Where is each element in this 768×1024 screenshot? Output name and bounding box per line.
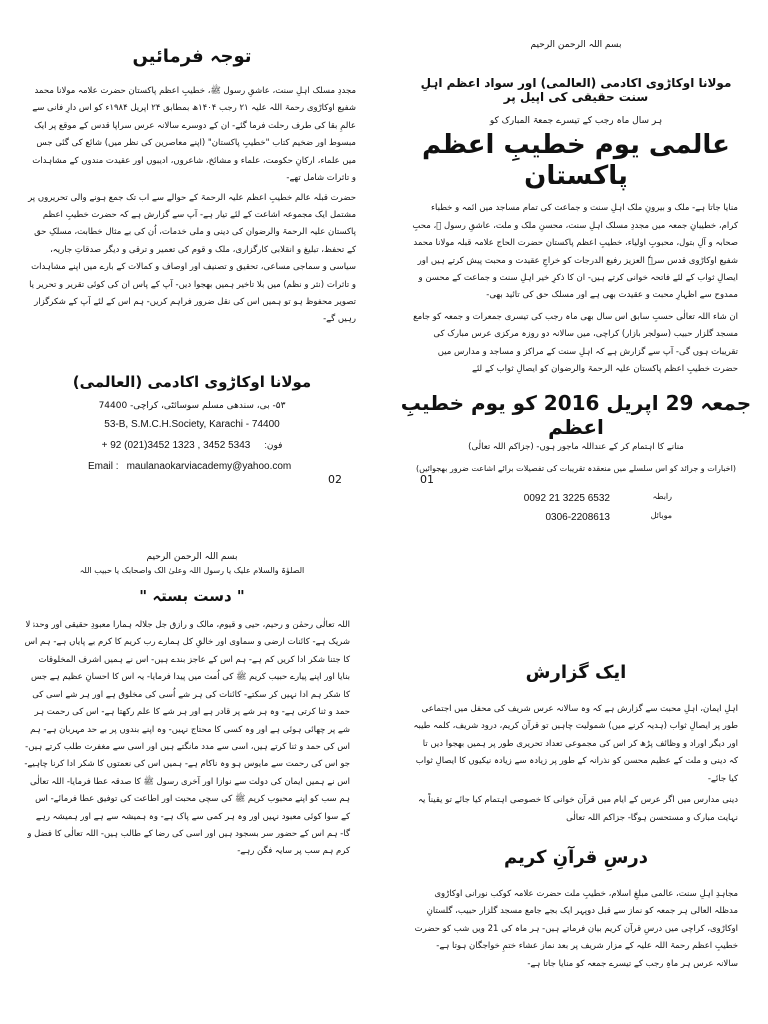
annual-line: ہر سال ماہ رجب کے تیسرے جمعۃ المبارک کو <box>489 116 663 126</box>
press-note: (اخبارات و جرائد کو اس سلسلے میں منعقدہ تقریبات کی تفصیلات برائے اشاعت ضرور بھجوائیں) <box>416 463 736 473</box>
paragraph: مجاہدِ اہلِ سنت، عالمی مبلغِ اسلام، خطیبِ ملت حضرت علامہ کوکب نورانی اوکاڑوی مدظلہ العالی ہر جمعہ کو نماز سے قبل دوپہر ایک بجے جامع مسجد گلزار حبیب، گلستانِ اوکاڑوی، کراچی میں درسِ قرآن کریم بیان فرماتے ہیں- ہر ماہ کی 21 ویں شب کو حضرت خطیبِ اعظم رحمۃ اللہ علیہ کے مزار شریف پر بعد نماز عشاء ختمِ خواجگان ہوتا ہے- سالانہ عرس ہر ماہِ رجب کے تیسرے جمعہ کو منایا جاتا ہے- <box>414 888 738 969</box>
email-label: Email : <box>88 460 119 472</box>
email-row <box>0 461 384 472</box>
contact-label: موبائل <box>650 510 672 520</box>
contact-number[interactable]: 0306-2208613 <box>545 511 610 523</box>
page-heading: " دست بستہ " <box>139 587 245 605</box>
phone-label: فون: <box>264 439 283 450</box>
salutation: الصلوٰۃ والسلام علیک یا رسول اللہ وعلیٰ الک واصحابک یا حبیب اللہ <box>79 566 305 575</box>
address-english: 53-B, S.M.C.H.Society, Karachi - 74400 <box>104 418 280 430</box>
contact-number[interactable]: 0092 21 3225 6532 <box>523 492 610 504</box>
paragraph: اللہ تعالٰی رحمٰن و رحیم، حیی و قیوم، مالک و رازق جل جلالہ ہمارا معبودِ حقیقی اور وحدہٗ لا شریک ہے- کائنات ارضی و سماوی اور خالقِ کل ہمارے رب کریم کا کرم بے پایاں ہے- ہم اس کا جتنا شکر ادا کریں کم ہے- ہم اس کے عاجز بندے ہیں- اس نے ہمیں اشرف المخلوقات بنایا اور اپنے پیارے حبیب کریم ﷺ کی اُمت میں پیدا فرمایا- یہ اس کا احسانِ عظیم ہے جس کا شکر ہم ادا نہیں کر سکتے- کائنات کی ہر شے اُسی کی مخلوق ہے اور ہر شے اسی کی حمد و ثنا کرتی ہے- وہ ہر شے پر قادر ہے اور ہر شے کا علم رکھتا ہے- اس کی رحمت ہر شے پر چھائی ہوئی ہے اور وہ کسی کا محتاج نہیں- وہ اپنے بندوں پر بے حد مہربان ہے- ہم اس کی حمد و ثنا کرتے ہیں، اسی سے مدد مانگتے ہیں اور اسی سے مغفرت طلب کرتے ہیں- جو اس کی رحمت سے مایوس ہو وہ ناکام ہے- ہمیں اس کی نعمتوں کا شکر ادا کرنا چاہیے- اس نے ہمیں ایمان کی دولت سے نوازا اور آخری رسول ﷺ کا صدقہ عطا فرمایا- اللہ تعالٰی ہم سب کو اپنے محبوب کریم ﷺ کی سچی محبت اور اطاعت کی توفیق عطا فرمائے- اس کے سوا کوئی معبود نہیں اور وہ ہر کمی سے پاک ہے- وہ ہمیشہ سے ہے اور ہمیشہ رہے گا- ہم اس کے حضور سر بسجود ہیں اور اسی کی رضا کے طالب ہیں- اللہ تعالٰی کا فضل و کرم ہم سب پر سایہ فگن رہے- <box>24 620 350 857</box>
paragraph: اہلِ ایمان، اہلِ محبت سے گزارش ہے کہ وہ سالانہ عرس شریف کی محفل میں اجتماعی طور پر ایصالِ ثواب (ہدیہ کرنے میں) شمولیت چاہیں تو قرآن کریم، درود شریف، کلمہ طیبہ اور دیگر اوراد و وظائف پڑھ کر اس کی مجموعی تعداد تحریری طور پر ہمیں بھجوا دیں تا کہ دینی و ملت کے عظیم محسن کو نذرانہ کے طور پر زیادہ سے زیادہ نیکیوں کا ایصالِ ثواب کیا جائے- <box>413 704 738 784</box>
page-heading: توجہ فرمائیں <box>132 46 252 67</box>
bismillah: بسم اللہ الرحمن الرحیم <box>530 40 622 50</box>
address-urdu: ۵۳- بی، سندھی مسلم سوسائٹی، کراچی- 74400 <box>98 400 286 411</box>
contact-row <box>384 489 768 508</box>
body-text-2 <box>384 868 768 973</box>
page-03 <box>384 512 768 1024</box>
page-number: 01 <box>420 473 434 486</box>
paragraph: مجددِ مسلک اہلِ سنت، عاشقِ رسول ﷺ، خطیبِ اعظم پاکستان حضرت علامہ مولانا محمد شفیع اوکاڑوی رحمۃ اللہ علیہ ۲۱ رجب ۱۴۰۴ھ بمطابق ۲۴ اپریل ۱۹۸۴ء کو اس دارِ فانی سے عالمِ بقا کی طرف رحلت فرما گئے- ان کے دوسرے سالانہ عرس سراپا قدس کے موقع پر ایک مبسوط اور ضخیم کتاب "خطیبِ پاکستان" (اپنے معاصرین کی نظر میں) شائع کی گئی جس میں علماء، ارکانِ حکومت، علماء و مشائخ، شاعروں، ادیبوں اور عقیدت مندوں کے مشاہدات و تاثرات شامل تھے- <box>32 86 356 184</box>
page-04 <box>0 512 384 1024</box>
page-01 <box>384 0 768 523</box>
phone-number[interactable]: + 92 (021)3452 1323 , 3452 5343 <box>101 439 251 451</box>
page-heading: ایک گزارش <box>525 662 627 683</box>
page-02 <box>0 0 384 512</box>
main-title: عالمی یوم خطیبِ اعظم پاکستان <box>422 130 730 192</box>
email-link[interactable]: maulanaokarviacademy@yahoo.com <box>126 460 292 472</box>
body-text <box>0 67 384 329</box>
contact-label: رابطہ <box>652 491 672 501</box>
bismillah: بسم اللہ الرحمن الرحیم <box>146 552 238 562</box>
body-text <box>0 605 384 861</box>
phone-row <box>0 440 384 451</box>
academy-name: مولانا اوکاڑوی اکادمی (العالمی) <box>72 372 312 391</box>
page-number: 02 <box>328 473 342 486</box>
paragraph: دینی مدارس میں اگر عرس کے ایام میں قرآن خوانی کا خصوصی اہتمام کیا جائے تو یقیناً یہ نہایت مبارک و مستحسن ہوگا- جزاکم اللہ تعالٰی <box>418 795 738 823</box>
section-heading: درسِ قرآنِ کریم <box>503 846 649 868</box>
body-text <box>384 192 768 378</box>
paragraph: منایا جاتا ہے- ملک و بیرونِ ملک اہلِ سنت و جماعت کی تمام مساجد میں ائمہ و خطباء کرام، خطیبانِ جمعہ میں مجددِ مسلک اہلِ سنت، محسنِ ملک و ملت، عاشقِ رسول ﷺ، محبِ صحابہ و آلِ بتول، محبوبِ اولیاء، خطیبِ اعظم پاکستان حضرت الحاج علامہ قبلہ مولانا محمد شفیع اوکاڑوی قدس سرہٗ العزیز رفیع الدرجات کو خراجِ عقیدت و محبت پیش کرتے ہیں اور ایصالِ ثواب کے لئے فاتحہ خوانی کرتے ہیں- ان کا ذکرِ خیر اہلِ سنت و جماعت کے محسن و ممدوح سے اظہارِ محبت و عقیدت بھی ہے اور مسلک حق کی تائید بھی- <box>412 203 738 301</box>
event-date-title: جمعہ 29 اپریل 2016 کو یوم خطیبِ اعظم <box>400 390 752 439</box>
appeal-heading: مولانا اوکاڑوی اکادمی (العالمی) اور سواد اعظم اہلِ سنت حقیقی کی اپیل پر <box>420 76 732 104</box>
body-text <box>384 683 768 827</box>
paragraph: حضرت قبلہ عالم خطیبِ اعظم علیہ الرحمۃ کے حوالے سے اب تک جمع ہونے والی تحریروں پر مشتمل ایک مجموعہ اشاعت کے لئے تیار ہے- آپ سے گزارش ہے کہ حضرت خطیبِ اعظم پاکستان علیہ الرحمۃ والرضوان کی دینی و ملی خدمات، اُن کی بے مثال خطابت، مسلکِ حق کے تحفظ، تبلیغ و انقلابی کارگزاری، ملک و قوم کی تعمیر و ترقی و دیگر صدقاتِ جاریہ، سیاسی و سماجی مساعی، تحقیق و تصنیف اور اوصاف و کمالات کے بارے میں اپنے مشاہدات و تاثرات (نثر و نظم) میں بلا تاخیر ہمیں بھجوا دیں- آپ کے پاس ان کی کوئی تقریر و تحریر یا تصویر محفوظ ہو تو ہمیں اس کی نقل ضرور فراہم کریں- ہم اس کے لئے آپ کے شکرگزار رہیں گے- <box>28 192 356 325</box>
event-date-sub: منانے کا اہتمام کر کے عنداللہ ماجور ہوں- (جزاکم اللہ تعالٰی) <box>468 441 684 452</box>
paragraph: ان شاء اللہ تعالٰی حسبِ سابق اس سال بھی ماہ رجب کی تیسری جمعرات و جمعہ کو جامع مسجد گلزار حبیب (سولجر بازار) کراچی، میں سالانہ دو روزہ مرکزی عرس مبارک کی تقریبات ہوں گی- آپ سے گزارش ہے کہ اہلِ سنت کے مراکز و مساجد و مدارس میں حضرت خطیبِ اعظم پاکستان علیہ الرحمۃ والرضوان کو ایصالِ ثواب کے لئے <box>413 311 738 375</box>
